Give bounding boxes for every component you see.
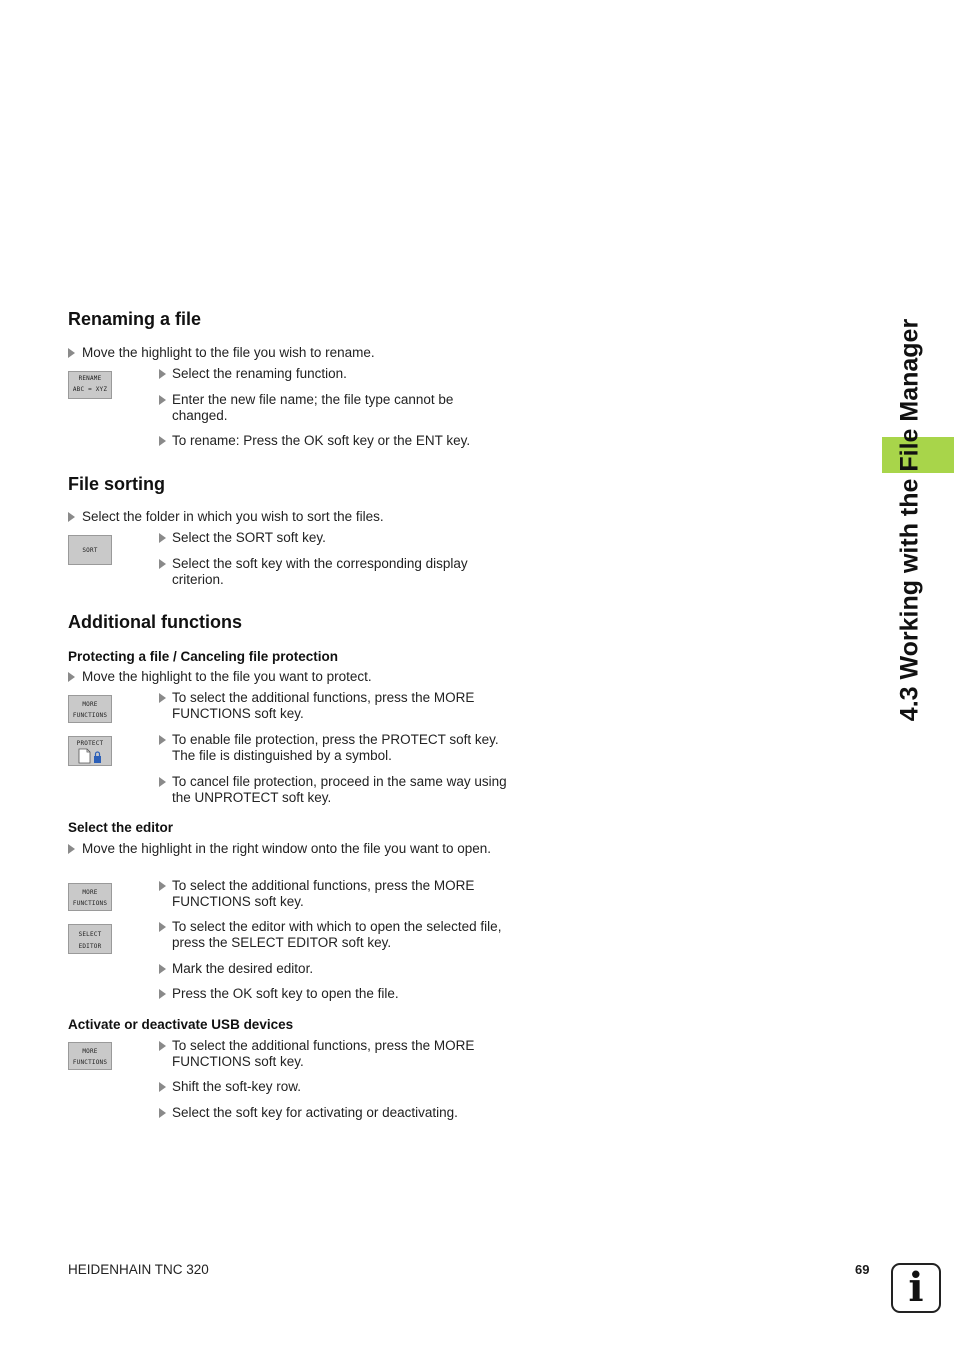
- arrow-icon: [68, 844, 75, 854]
- renaming-heading: Renaming a file: [68, 309, 202, 329]
- arrow-icon: [159, 369, 166, 379]
- renaming-step-3: To rename: Press the OK soft key or the ENT key.: [159, 433, 512, 449]
- footer-product: HEIDENHAIN TNC 320: [68, 1262, 209, 1277]
- arrow-icon: [68, 348, 75, 358]
- sort-softkey[interactable]: SORT: [68, 535, 112, 565]
- usb-step-2: Shift the soft-key row.: [159, 1079, 512, 1095]
- sorting-heading: File sorting: [68, 474, 166, 494]
- arrow-icon: [159, 533, 166, 543]
- info-icon: i: [891, 1263, 941, 1313]
- protect-subheading: Protecting a file / Canceling file protection: [68, 649, 339, 664]
- protect-step-1: To select the additional functions, press the MORE FUNCTIONS soft key.: [159, 690, 512, 722]
- usb-subheading: Activate or deactivate USB devices: [68, 1017, 294, 1032]
- rename-softkey[interactable]: RENAME ABC = XYZ: [68, 371, 112, 399]
- protect-step-2: To enable file protection, press the PROTECT soft key. The file is distinguished by a symbol.: [159, 732, 512, 764]
- more-functions-softkey[interactable]: MORE FUNCTIONS: [68, 883, 112, 911]
- editor-step-2: To select the editor with which to open the selected file, press the SELECT EDITOR soft key.: [159, 919, 512, 951]
- arrow-icon: [159, 735, 166, 745]
- renaming-step-2: Enter the new file name; the file type cannot be changed.: [159, 392, 512, 424]
- arrow-icon: [159, 559, 166, 569]
- editor-step-1: To select the additional functions, press the MORE FUNCTIONS soft key.: [159, 878, 512, 910]
- chapter-sidebar-title: 4.3 Working with the File Manager: [895, 318, 924, 722]
- protect-softkey[interactable]: PROTECT: [68, 736, 112, 766]
- renaming-step-1: Select the renaming function.: [159, 366, 512, 382]
- arrow-icon: [159, 395, 166, 405]
- page-number: 69: [855, 1262, 870, 1277]
- arrow-icon: [159, 964, 166, 974]
- sorting-step-1: Select the SORT soft key.: [159, 530, 512, 546]
- usb-step-3: Select the soft key for activating or deactivating.: [159, 1105, 512, 1121]
- more-functions-softkey[interactable]: MORE FUNCTIONS: [68, 1042, 112, 1070]
- editor-step-4: Press the OK soft key to open the file.: [159, 986, 512, 1002]
- editor-step-3: Mark the desired editor.: [159, 961, 512, 977]
- additional-heading: Additional functions: [68, 612, 242, 632]
- arrow-icon: [159, 777, 166, 787]
- rename-softkey-graphic: ABC = XYZ: [72, 386, 108, 393]
- arrow-icon: [159, 989, 166, 999]
- arrow-icon: [159, 1041, 166, 1051]
- select-editor-softkey[interactable]: SELECT EDITOR: [68, 924, 112, 954]
- renaming-bullet: Move the highlight to the file you wish to rename.: [68, 345, 512, 361]
- arrow-icon: [159, 1108, 166, 1118]
- protect-bullet: Move the highlight to the file you want to protect.: [68, 669, 512, 685]
- arrow-icon: [68, 512, 75, 522]
- arrow-icon: [159, 436, 166, 446]
- sorting-bullet: Select the folder in which you wish to sort the files.: [68, 509, 512, 525]
- arrow-icon: [159, 881, 166, 891]
- arrow-icon: [159, 1082, 166, 1092]
- arrow-icon: [159, 693, 166, 703]
- editor-bullet: Move the highlight in the right window onto the file you want to open.: [68, 841, 512, 857]
- more-functions-softkey[interactable]: MORE FUNCTIONS: [68, 695, 112, 723]
- arrow-icon: [159, 922, 166, 932]
- usb-step-1: To select the additional functions, press the MORE FUNCTIONS soft key.: [159, 1038, 512, 1070]
- locked-file-icon: [78, 748, 104, 764]
- editor-subheading: Select the editor: [68, 820, 174, 835]
- arrow-icon: [68, 672, 75, 682]
- protect-step-3: To cancel file protection, proceed in the same way using the UNPROTECT soft key.: [159, 774, 512, 806]
- sorting-step-2: Select the soft key with the corresponding display criterion.: [159, 556, 512, 588]
